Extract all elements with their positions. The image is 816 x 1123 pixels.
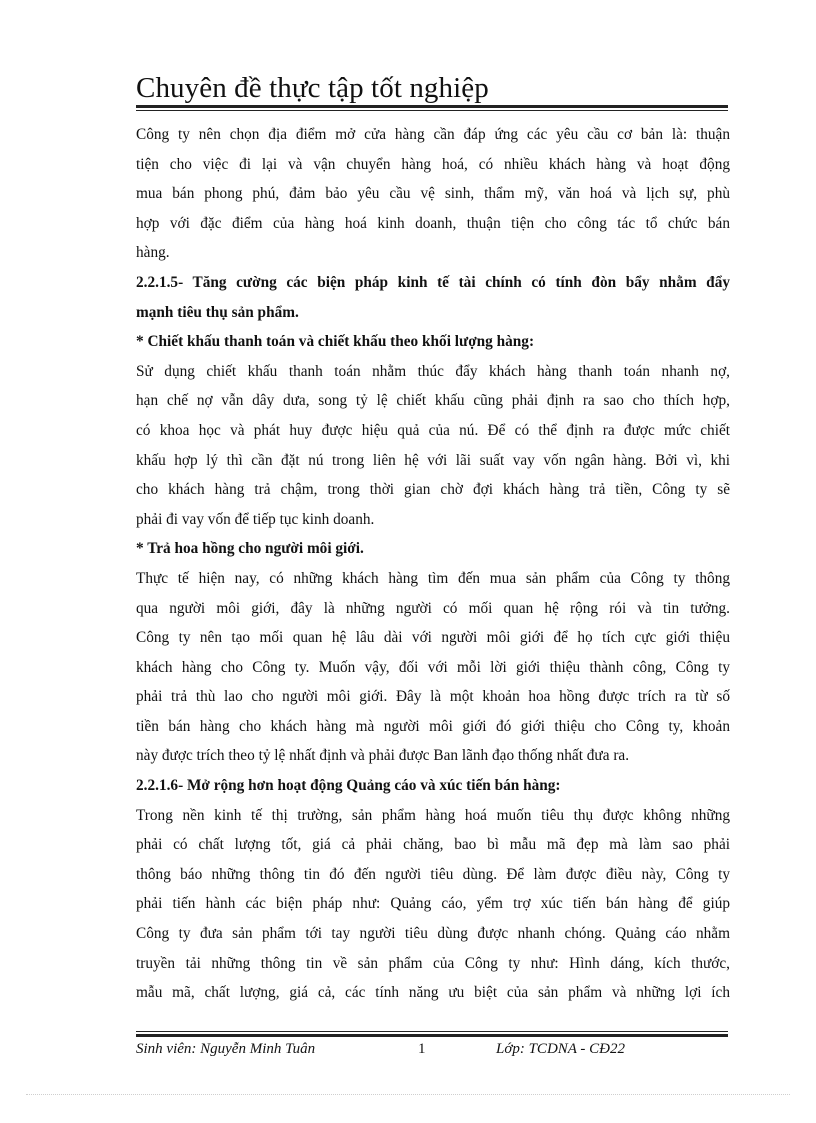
paragraph-line: có khoa học và phát huy được hiệu quả của nú. Để có thể định ra được mức chiết — [136, 421, 730, 439]
paragraph-line: qua người môi giới, đây là những người có mối quan hệ rộng rói và tin tưởng. — [136, 599, 730, 617]
paragraph-line: Thực tế hiện nay, có những khách hàng tìm đến mua sản phẩm của Công ty thông — [136, 569, 730, 587]
section-heading-line: * Chiết khấu thanh toán và chiết khấu theo khối lượng hàng: — [136, 333, 535, 351]
paragraph-line: hạn chế nợ vẫn dây dưa, song tỷ lệ chiết khấu cũng phải định ra sao cho thích hợp, — [136, 392, 730, 410]
page-edge-dotted — [26, 1094, 790, 1095]
header-rule-thick — [136, 105, 728, 108]
paragraph-line: Sử dụng chiết khấu thanh toán nhằm thúc đẩy khách hàng thanh toán nhanh nợ, — [136, 362, 730, 380]
paragraph-line: tiền bán hàng cho khách hàng mà người môi giới đó giới thiệu cho Công ty, khoản — [136, 717, 730, 735]
paragraph-line: hàng. — [136, 244, 170, 262]
paragraph-line: Công ty đưa sản phẩm tới tay người tiêu dùng được nhanh chóng. Quảng cáo nhằm — [136, 925, 730, 943]
footer-page-number: 1 — [418, 1041, 426, 1057]
paragraph-line: Công ty nên chọn địa điểm mở cửa hàng cần đáp ứng các yêu cầu cơ bản là: thuận — [136, 126, 730, 143]
paragraph-line: này được trích theo tỷ lệ nhất định và phải được Ban lãnh đạo thống nhất đưa ra. — [136, 747, 630, 765]
paragraph-line: truyền tải những thông tin về sản phẩm của Công ty như: Hình dáng, kích thước, — [136, 954, 730, 972]
paragraph-line: tiện cho việc đi lại và vận chuyển hàng hoá, có nhiều khách hàng và hoạt động — [136, 155, 730, 173]
page-title: Chuyên đề thực tập tốt nghiệp — [136, 72, 489, 104]
footer-rule-thin — [136, 1031, 728, 1032]
document-body — [136, 120, 730, 1008]
footer-student-name: Sinh viên: Nguyễn Minh Tuân — [136, 1041, 316, 1057]
paragraph-line: khấu hợp lý thì cần đặt nú trong liên hệ với lãi suất vay vốn ngân hàng. Bởi vì, khi — [136, 451, 730, 469]
paragraph-line: phải đi vay vốn để tiếp tục kinh doanh. — [136, 510, 375, 528]
section-heading-line: 2.2.1.6- Mở rộng hơn hoạt động Quảng cáo và xúc tiến bán hàng: — [136, 777, 561, 795]
paragraph-line: phải có chất lượng tốt, giá cả phải chăng, bao bì mẫu mã đẹp mà làm sao phải — [136, 836, 730, 854]
footer-class-label: Lớp: TCDNA - CĐ22 — [496, 1041, 626, 1057]
page-footer — [136, 1041, 728, 1065]
paragraph-line: Trong nền kinh tế thị trường, sản phẩm hàng hoá muốn tiêu thụ được không những — [136, 806, 730, 824]
paragraph-line: mua bán phong phú, đảm bảo yêu cầu vệ sinh, thẩm mỹ, văn hoá và lịch sự, phù — [136, 185, 730, 203]
header-rule-thin — [136, 110, 728, 111]
footer-rule-thick — [136, 1034, 728, 1037]
paragraph-line: hợp với đặc điểm của hàng hoá kinh doanh, thuận tiện cho công tác tổ chức bán — [136, 214, 730, 232]
paragraph-line: phải tiến hành các biện pháp như: Quảng cáo, yểm trợ xúc tiến bán hàng để giúp — [136, 895, 730, 913]
paragraph-line: phải trả thù lao cho người môi giới. Đây là một khoản hoa hồng được trích ra từ số — [136, 688, 730, 706]
paragraph-line: khách hàng cho Công ty. Muốn vậy, đối với mỗi lời giới thiệu thành công, Công ty — [136, 658, 730, 676]
paragraph-line: Công ty nên tạo mối quan hệ lâu dài với người môi giới để họ tích cực giới thiệu — [136, 629, 730, 647]
paragraph-line: thông báo những thông tin đó đến người tiêu dùng. Để làm được điều này, Công ty — [136, 865, 730, 883]
section-heading-line: 2.2.1.5- Tăng cường các biện pháp kinh tế tài chính có tính đòn bẩy nhằm đẩy — [136, 273, 730, 291]
section-heading-line: * Trả hoa hồng cho người môi giới. — [136, 540, 364, 558]
section-heading-line: mạnh tiêu thụ sản phẩm. — [136, 303, 299, 321]
paragraph-line: mẫu mã, chất lượng, giá cả, các tính năng ưu biệt của sản phẩm và những lợi ích — [136, 984, 730, 1002]
paragraph-line: cho khách hàng trả chậm, trong thời gian chờ đợi khách hàng trả tiền, Công ty sẽ — [136, 481, 730, 499]
